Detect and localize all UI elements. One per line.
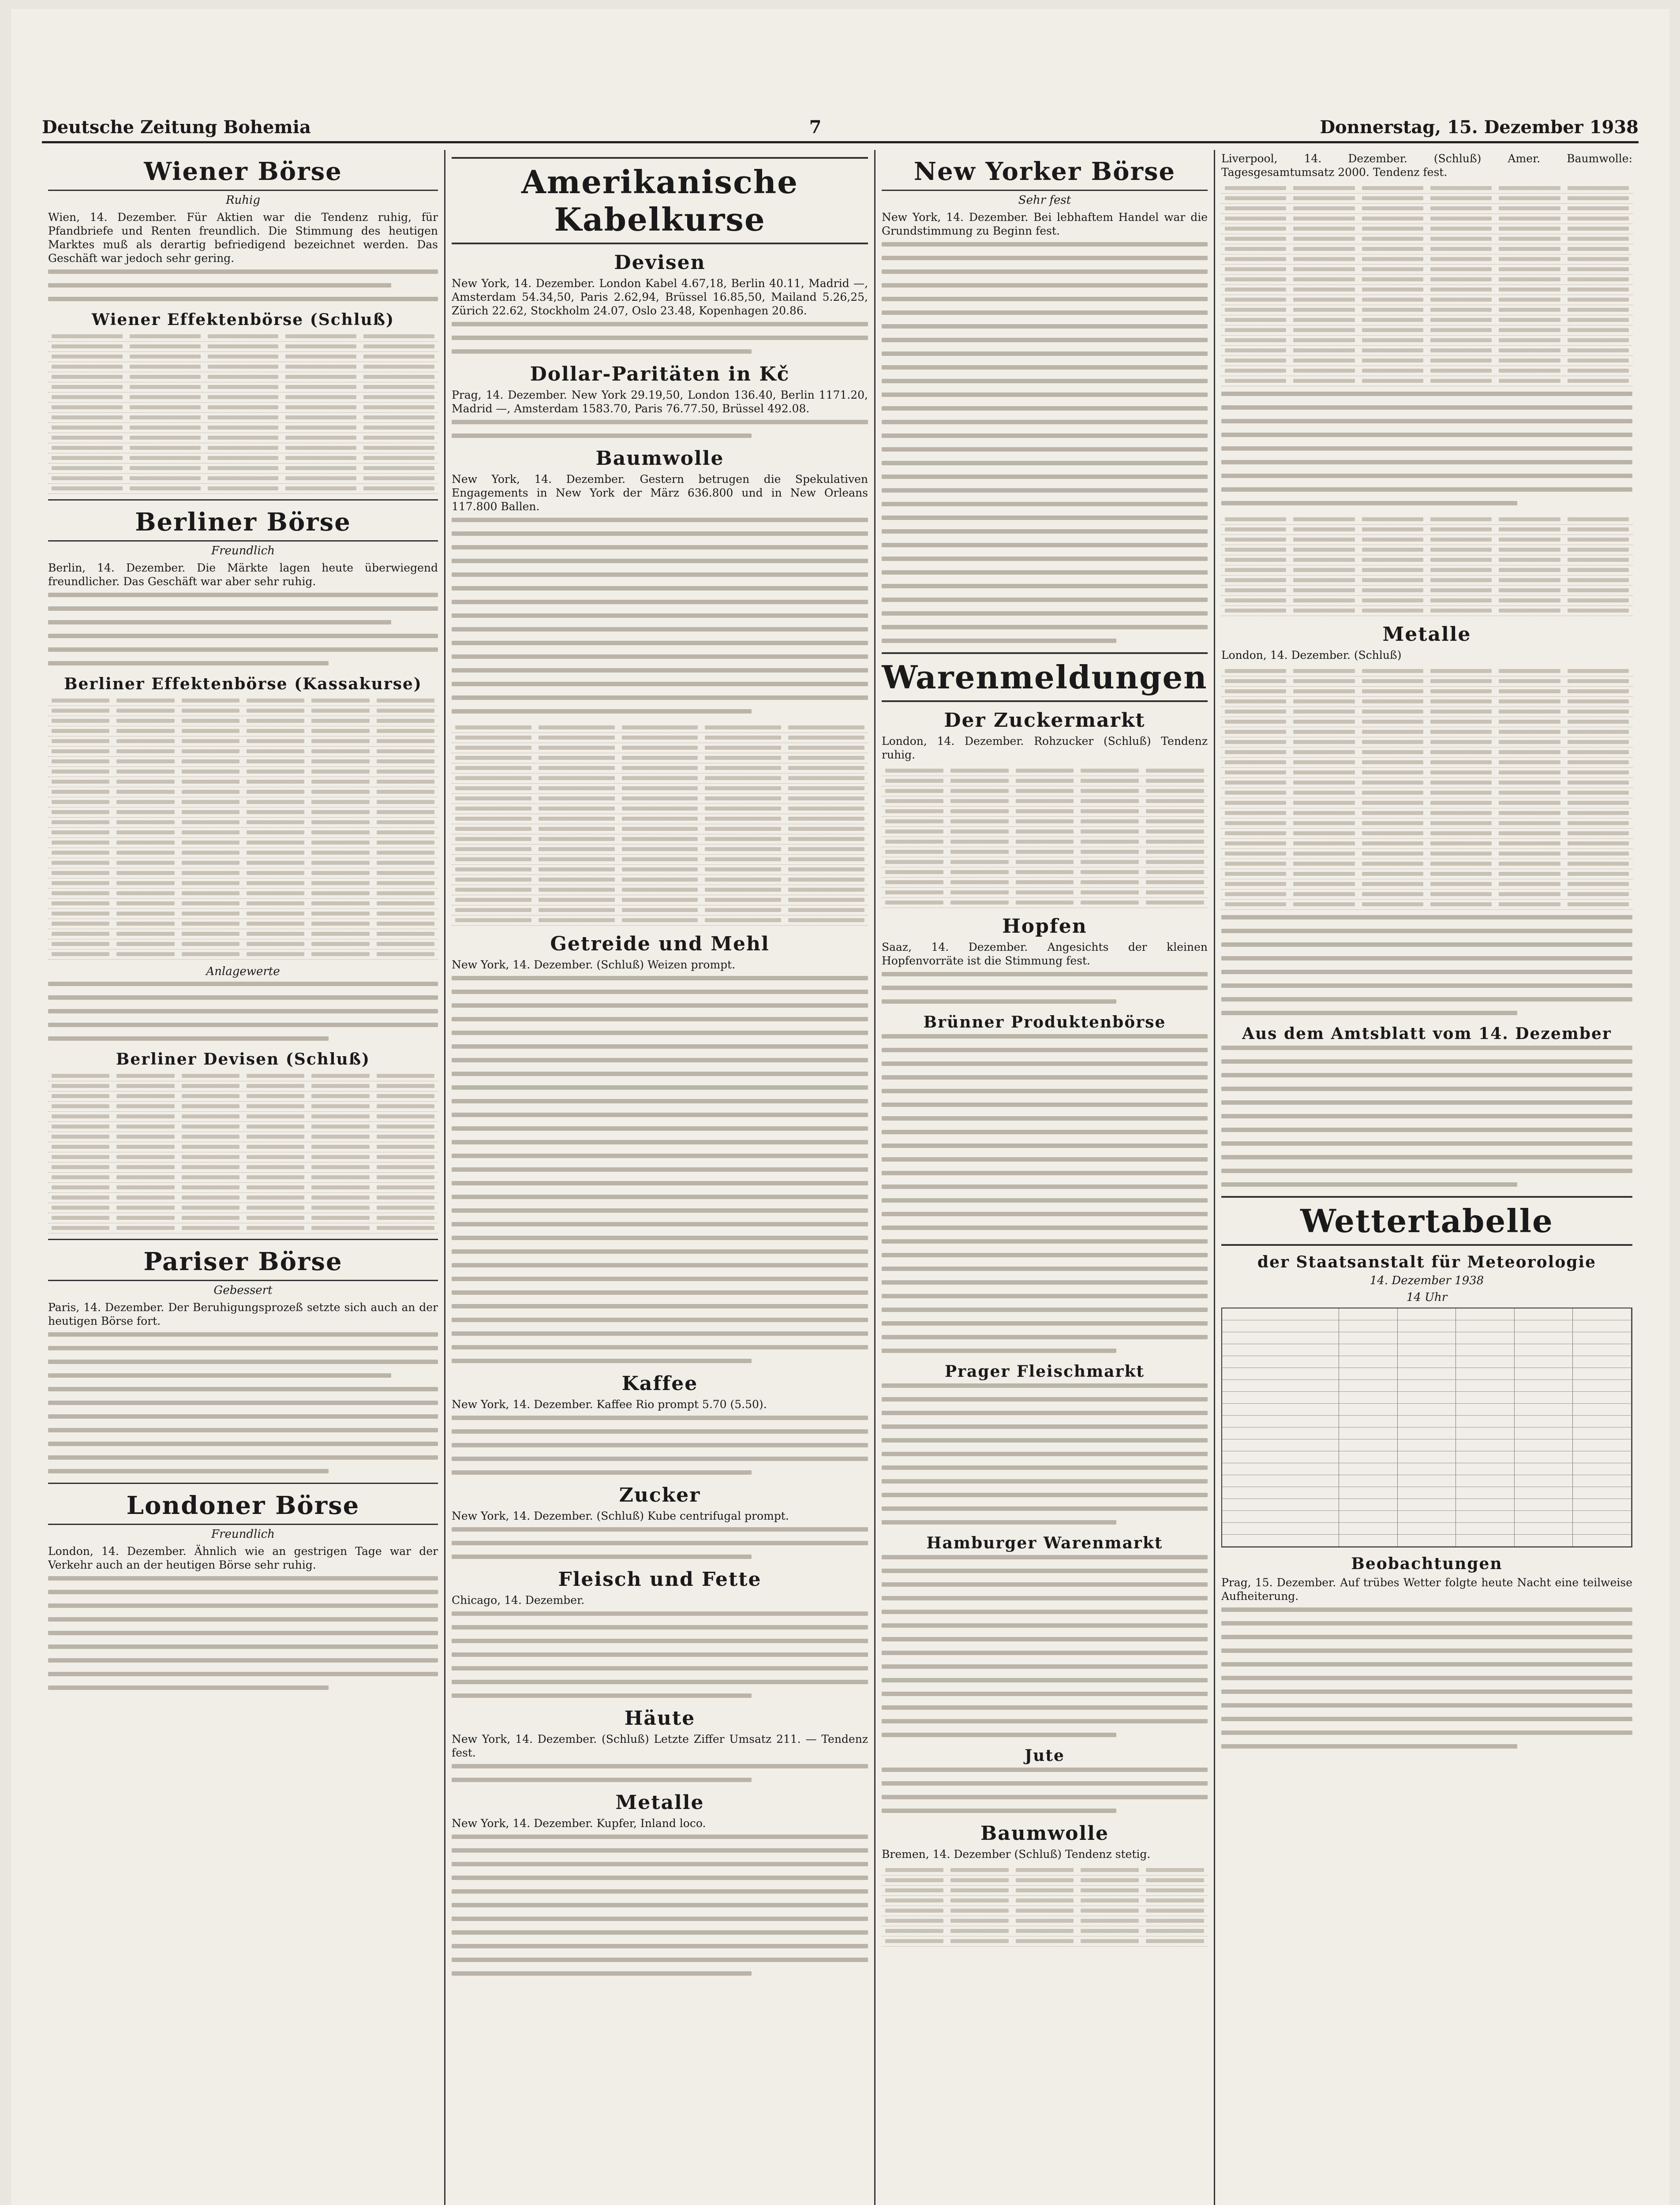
masthead-date: Donnerstag, 15. Dezember 1938: [1320, 117, 1639, 138]
article-text: Bremen, 14. Dezember (Schluß) Tendenz stetig.: [882, 1848, 1151, 1861]
newspaper-page: [11, 9, 1669, 2205]
article-text: Chicago, 14. Dezember.: [452, 1594, 585, 1607]
subsection-title: Zucker: [619, 1484, 701, 1506]
section-title: New Yorker Börse: [882, 157, 1208, 191]
table-title: Berliner Devisen (Schluß): [116, 1050, 370, 1069]
subsection-title: Metalle: [615, 1791, 704, 1814]
section-tone: Freundlich: [211, 1528, 275, 1541]
quote-table: [452, 723, 868, 926]
article-text: New York, 14. Dezember. Bei lebhaftem Handel war die Grundstimmung zu Beginn fest.: [882, 211, 1208, 237]
page-number: 7: [809, 117, 822, 138]
section-subtitle: der Staatsanstalt für Meteorologie: [1257, 1253, 1597, 1271]
subsection-title: Prager Fleischmarkt: [944, 1362, 1145, 1381]
subsection-title: Dollar-Paritäten in Kč: [530, 363, 790, 385]
article-text: London, 14. Dezember. Rohzucker (Schluß) Tendenz ruhig.: [882, 735, 1208, 761]
subsection-title: Hamburger Warenmarkt: [926, 1534, 1163, 1552]
section-tone: Ruhig: [225, 194, 261, 207]
subsection-title: Brünner Produktenbörse: [923, 1013, 1166, 1031]
section-tone: Gebessert: [213, 1284, 273, 1297]
section-title: Amerikanische Kabelkurse: [452, 157, 868, 244]
quote-table: [48, 696, 438, 960]
section-title: Warenmeldungen: [882, 652, 1208, 702]
subsection-title: Hopfen: [1002, 915, 1087, 938]
subsection-title: Häute: [624, 1707, 696, 1730]
article-text: New York, 14. Dezember. (Schluß) Letzte Ziffer Umsatz 211. — Tendenz fest.: [452, 1733, 868, 1759]
column-1: [42, 150, 444, 2205]
masthead: [42, 115, 1639, 143]
section-title: Wettertabelle: [1221, 1196, 1632, 1246]
subsection-title: Devisen: [614, 251, 706, 274]
subsection-title: Kaffee: [621, 1372, 698, 1395]
section-title: Pariser Börse: [48, 1247, 438, 1281]
section-title: Londoner Börse: [48, 1491, 438, 1525]
article-text: Berlin, 14. Dezember. Die Märkte lagen heute überwiegend freundlicher. Das Geschäft war aber sehr ruhig.: [48, 561, 438, 588]
quote-table: [48, 1071, 438, 1233]
article-text: London, 14. Dezember. (Schluß): [1221, 649, 1402, 662]
article-text: New York, 14. Dezember. Gestern betrugen die Spekulativen Engagements in New York der März 636.800 und in New Orleans 117.800 Ballen.: [452, 473, 868, 513]
article-text: New York, 14. Dezember. Kupfer, Inland loco.: [452, 1817, 706, 1830]
table-title: Berliner Effektenbörse (Kassakurse): [64, 675, 422, 693]
masthead-left: Deutsche Zeitung Bohemia: [42, 117, 311, 138]
article-text: Paris, 14. Dezember. Der Beruhigungsprozeß setzte sich auch an der heutigen Börse fort.: [48, 1301, 438, 1327]
weather-date: 14. Dezember 1938: [1369, 1274, 1484, 1287]
column-4: [1214, 150, 1639, 2205]
section-tone: Sehr fest: [1018, 194, 1071, 207]
article-text: New York, 14. Dezember. London Kabel 4.67,18, Berlin 40.11, Madrid —, Amsterdam 54.34,50, Paris 2.62,94, Brüssel 16.85,50, Mailand 5.26,25, Zürich 22.62, Stockholm 24.07, Oslo 23.48, Kopenhagen 20.86.: [452, 277, 868, 317]
subsection-title: Metalle: [1382, 623, 1471, 646]
table-title: Wiener Effektenbörse (Schluß): [91, 310, 395, 329]
article-text: New York, 14. Dezember. (Schluß) Weizen prompt.: [452, 958, 736, 971]
subsection-title: Beobachtungen: [1351, 1555, 1503, 1573]
article-text: Prag, 14. Dezember. New York 29.19,50, London 136.40, Berlin 1171.20, Madrid —, Amsterdam 1583.70, Paris 76.77.50, Brüssel 492.08.: [452, 389, 868, 415]
weather-table: [1221, 1308, 1632, 1547]
quote-table: [1221, 666, 1632, 910]
subsection-title: Jute: [1025, 1746, 1065, 1765]
article-lines: [48, 269, 438, 301]
article-text: London, 14. Dezember. Ähnlich wie an gestrigen Tage war der Verkehr auch an der heutigen Börse sehr ruhig.: [48, 1545, 438, 1571]
section-title: Berliner Börse: [48, 508, 438, 542]
subsection-title: Fleisch und Fette: [558, 1568, 762, 1591]
subsection-title: Aus dem Amtsblatt vom 14. Dezember: [1242, 1024, 1612, 1043]
article-text: Wien, 14. Dezember. Für Aktien war die Tendenz ruhig, für Pfandbriefe und Renten freundlich. Die Stimmung des heutigen Marktes muß als derartig befriedigend bezeichnet werden. Das Geschäft war jedoch sehr gering.: [48, 211, 438, 265]
article-text: New York, 14. Dezember. Kaffee Rio prompt 5.70 (5.50).: [452, 1398, 767, 1411]
quote-table: [882, 766, 1208, 908]
quote-table: [48, 332, 438, 494]
quote-table: [1221, 183, 1632, 386]
article-text: Saaz, 14. Dezember. Angesichts der kleinen Hopfenvorräte ist die Stimmung fest.: [882, 941, 1208, 967]
article-text: Liverpool, 14. Dezember. (Schluß) Amer. Baumwolle: Tagesgesamtumsatz 2000. Tendenz fest.: [1221, 152, 1632, 179]
article-text: New York, 14. Dezember. (Schluß) Kube centrifugal prompt.: [452, 1510, 789, 1522]
subsection-title: Getreide und Mehl: [550, 933, 770, 955]
weather-time: 14 Uhr: [1406, 1291, 1448, 1304]
subsection-title: Baumwolle: [980, 1822, 1109, 1845]
subsection-title: Der Zuckermarkt: [944, 709, 1145, 732]
column-3: [874, 150, 1214, 2205]
subsection-title: Baumwolle: [595, 447, 724, 470]
subsection-title: Anlagewerte: [206, 965, 280, 978]
quote-table: [882, 1865, 1208, 1947]
section-title: Wiener Börse: [48, 157, 438, 191]
quote-table: [1221, 515, 1632, 616]
column-2: [444, 150, 874, 2205]
article-text: Prag, 15. Dezember. Auf trübes Wetter folgte heute Nacht eine teilweise Aufheiterung.: [1221, 1576, 1632, 1603]
section-tone: Freundlich: [211, 544, 275, 557]
